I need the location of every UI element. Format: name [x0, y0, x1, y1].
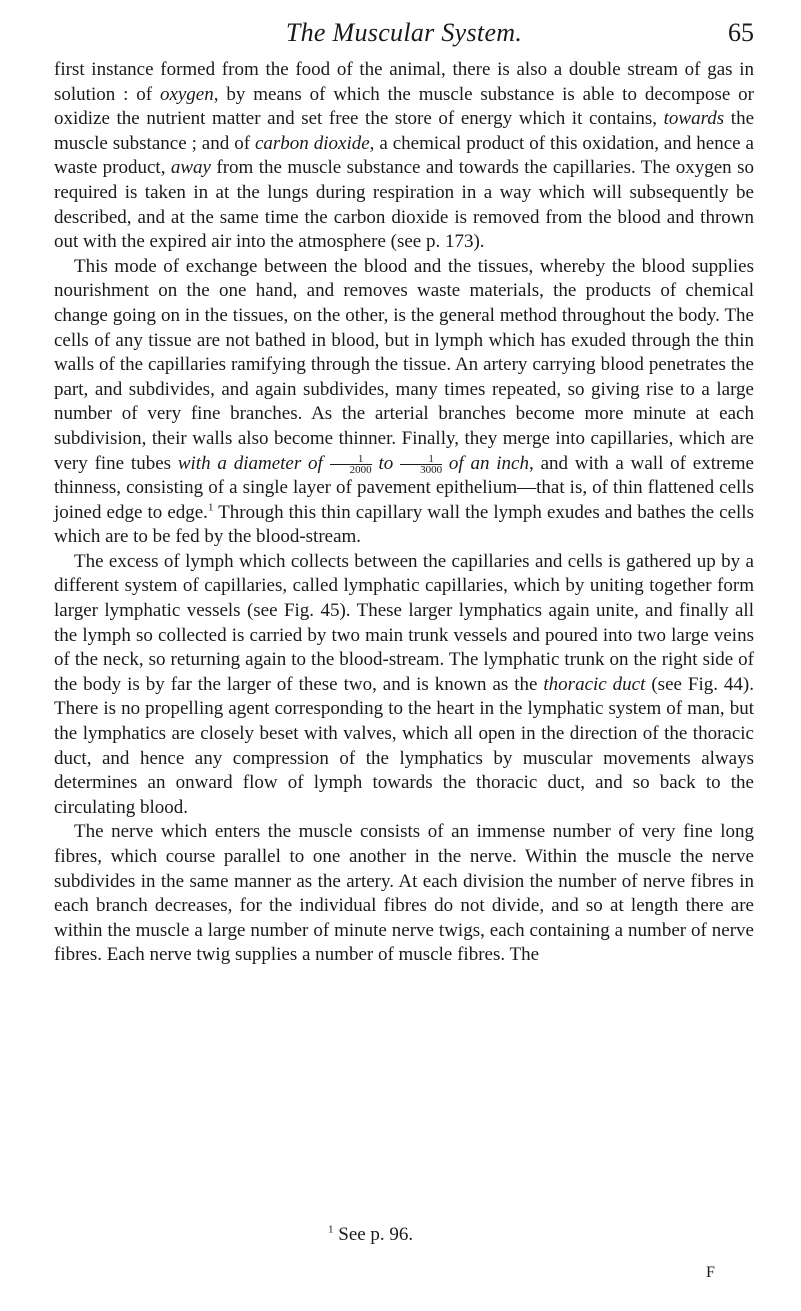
- paragraph-2: This mode of exchange between the blood and the tissues, whereby the blood supplies nourishment on the one hand, and removes waste materials, the products of chemical change going on in the tissues, on the other, is the general method throughout the body. The cells of any tissue are not bathed in blood, but in lymph which has exuded through the thin walls of the capillaries ramifying through the tissue. An artery carrying blood penetrates the part, and subdivides, and again subdivides, many times repeated, so giving rise to a large number of very fine branches. As the arterial branches become more minute at each subdivision, their walls also become thinner. Finally, they merge into capillaries, which are very fine tubes with a diameter of $\frac{1}{2000}$ to $\frac{1}{3000}$ of an inch, and with a wall of extreme thinness, consisting of a single layer of pavement epithelium—that is, of thin flattened cells joined edge to edge.$^1$ Through this thin capillary wall the lymph exudes and bathes the cells which are to be fed by the blood-stream.: [54, 255, 754, 548]
- paragraph-4: The nerve which enters the muscle consists of an immense number of very fine long fibres, which course parallel to one another in the nerve. Within the muscle the nerve subdivides in the same manner as the artery. At each division the number of nerve fibres in each branch decreases, for the individual fibres do not divide, and so at length there are within the muscle a large number of minute nerve twigs, each containing a number of nerve fibres. Each nerve twig supplies a number of muscle fibres. The: [54, 821, 754, 966]
- footnote: $^1$ See p. 96.: [328, 1223, 414, 1245]
- signature-mark: F: [706, 1264, 715, 1281]
- footnote-ref: 1: [207, 501, 214, 514]
- body-text: [54, 58, 754, 968]
- page-header: [54, 18, 754, 48]
- paragraph-3: The excess of lymph which collects between the capillaries and cells is gathered up by a different system of capillaries, called lymphatic capillaries, which by uniting together form larger lymphatic vessels (see Fig. 45). These larger lymphatics again unite, and finally all the lymph so collected is carried by two main trunk vessels and poured into two large veins of the neck, so returning again to the blood-stream. The lymphatic trunk on the right side of the body is by far the larger of these two, and is known as the thoracic duct (see Fig. 44). There is no propelling agent corresponding to the heart in the lymphatic system of man, but the lymphatics are closely beset with valves, which all open in the direction of the thoracic duct, and hence any compression of the lymphatics by muscular movements always determines an onward flow of lymph towards the thoracic duct, and so back to the circulating blood.: [54, 550, 755, 818]
- paragraph-1: first instance formed from the food of the animal, there is also a double stream of gas in solution : of oxygen, by means of which the muscle substance is able to decompose or oxidize the nutrient matter and set free the store of energy which it contains, towards the muscle substance ; and of carbon dioxide, a chemical product of this oxidation, and hence a waste product, away from the muscle substance and towards the capillaries. The oxygen so required is taken in at the lungs during respiration in a way which will subsequently be described, and at the same time the carbon dioxide is removed from the blood and thrown out with the expired air into the atmosphere (see p. 173).: [54, 59, 755, 253]
- page-number: 65: [728, 18, 754, 47]
- running-title: The Muscular System.: [285, 18, 523, 47]
- fraction-2: $\frac{1}{3000}$: [400, 454, 442, 475]
- fraction-1: $\frac{1}{2000}$: [330, 454, 372, 475]
